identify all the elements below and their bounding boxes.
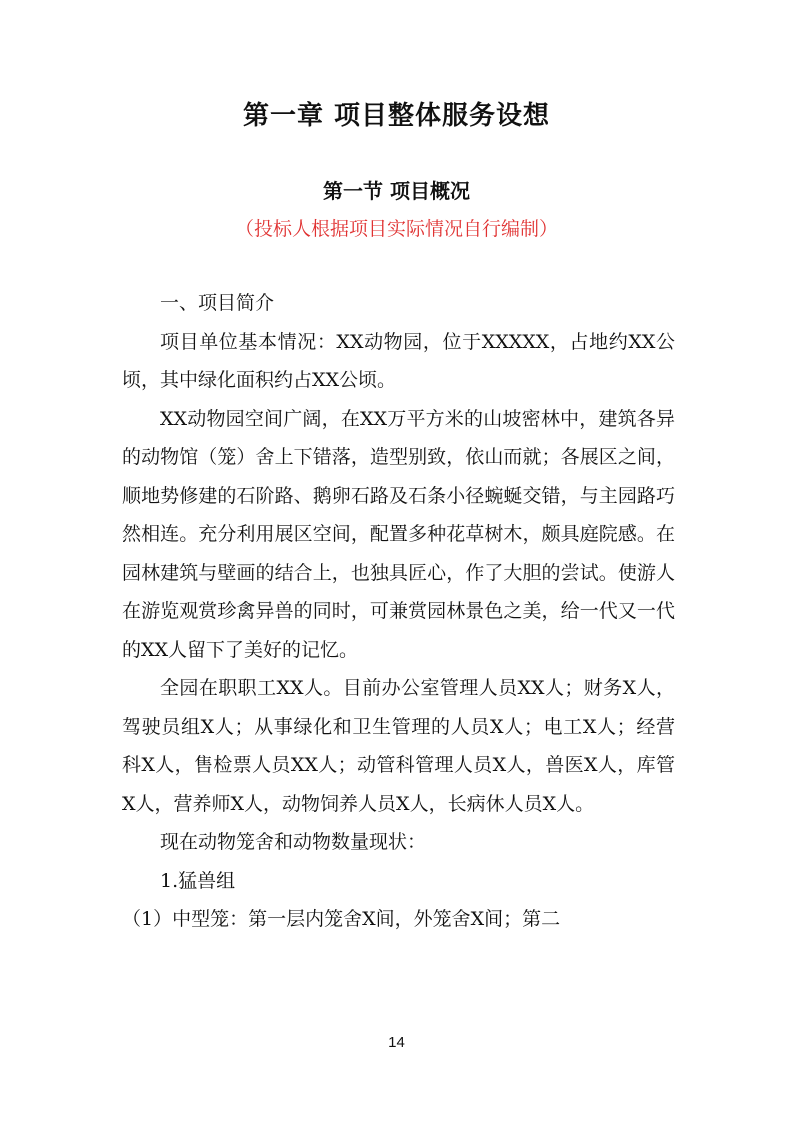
paragraph-zoo-description: XX动物园空间广阔，在XX万平方米的山坡密林中，建筑各异的动物馆（笼）舍上下错落，造型别致，依山而就；各展区之间，顺地势修建的石阶路、鹅卵石路及石条小径蜿蜒交错，与主园路巧然相连。充分利用展区空间，配置多种花草树木，颇具庭院感。在园林建筑与壁画的结合上，也独具匠心，作了大胆的尝试。使游人在游览观赏珍禽异兽的同时，可兼赏园林景色之美，给一代又一代的XX人留下了美好的记忆。: [122, 407, 675, 661]
paragraph-staff: 全园在职职工XX人。目前办公室管理人员XX人；财务X人，驾驶员组X人；从事绿化和卫生管理的人员X人；电工X人；经营科X人，售检票人员XX人；动管科管理人员X人，兽医X人，库管X人，营养师X人，动物饲养人员X人，长病休人员X人。: [122, 677, 675, 815]
list-item-medium-cage: （1）中型笼：第一层内笼舍X间，外笼舍X间；第二: [122, 908, 561, 930]
section-title: 第一节 项目概况: [323, 179, 470, 203]
section-note: （投标人根据项目实际情况自行编制）: [234, 218, 558, 240]
list-heading-predator-group: 1.猛兽组: [160, 869, 236, 892]
paragraph-basic-info: 项目单位基本情况：XX动物园，位于XXXXX，占地约XX公顷，其中绿化面积约占XX公顷。: [122, 330, 675, 391]
chapter-title: 第一章 项目整体服务设想: [242, 101, 551, 131]
subsection-heading: 一、项目简介: [160, 292, 275, 314]
body-text: [122, 284, 675, 939]
paragraph-enclosure-status: 现在动物笼舍和动物数量现状：: [160, 831, 427, 853]
page-number: 14: [388, 1034, 405, 1051]
